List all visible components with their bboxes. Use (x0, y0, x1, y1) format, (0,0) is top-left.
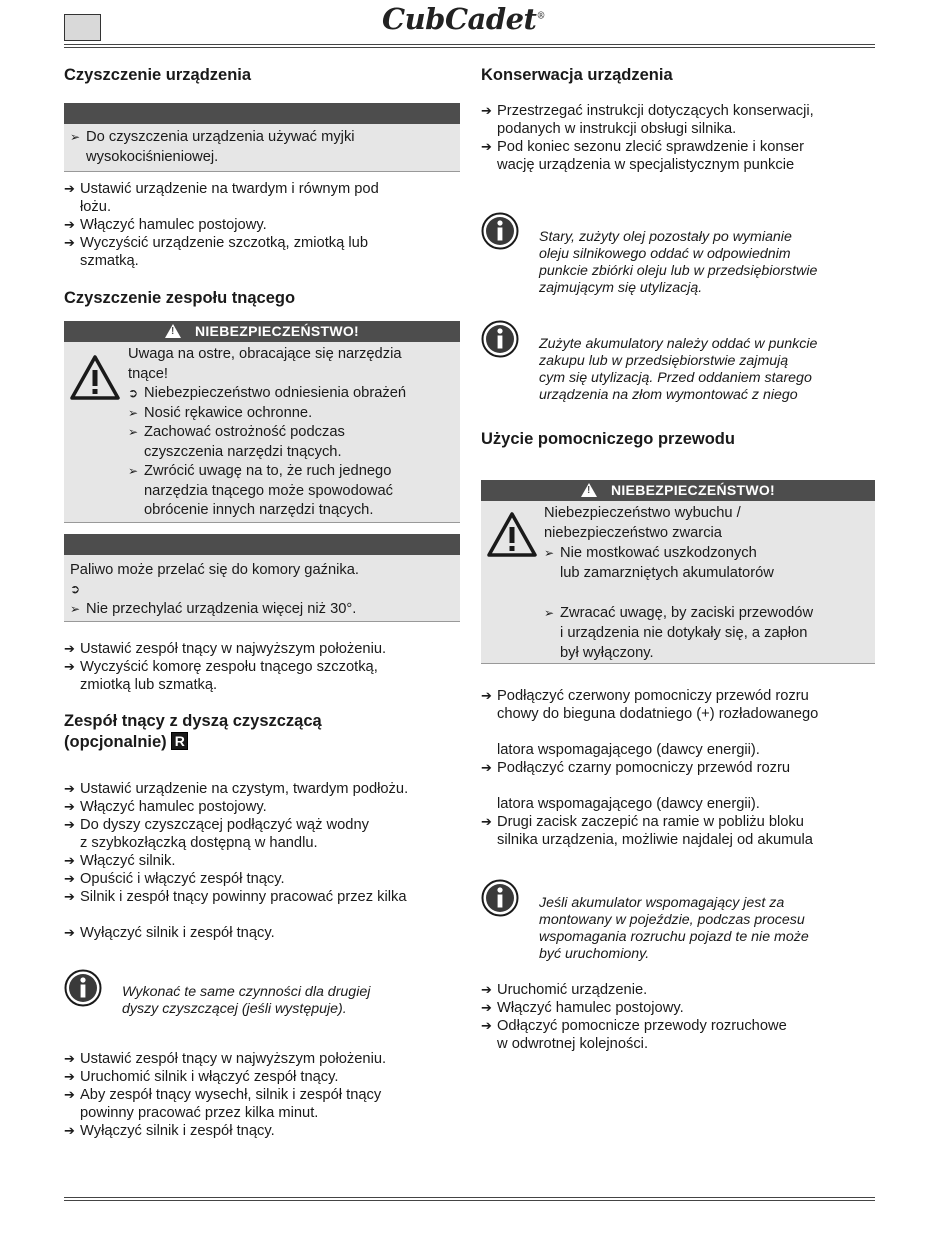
header-rule-2 (64, 47, 875, 48)
section-title: Czyszczenie urządzenia (64, 66, 252, 84)
arrow-icon: ➲ (128, 386, 139, 400)
step-list: ➔ Ustawić urządzenie na twardym i równym pod łożu. ➔ Włączyć hamulec postojowy. ➔ Wyczyścić urządzenie szczotką, zmiotką lub szmatką. (64, 181, 379, 269)
bullet-icon: ➢ (544, 546, 555, 560)
warning-triangle-icon (70, 354, 120, 400)
info-note: Wykonać te same czynności dla drugiej dyszy czyszczącej (jeśli występuje). (64, 969, 460, 1029)
warning-icon (581, 483, 597, 497)
info-note: Stary, zużyty olej pozostały po wymianie oleju silnikowego oddać w odpowiednim punkcie zbiórki oleju lub w przedsiębiorstwie zajmującym się utylizacją. (481, 212, 875, 298)
step-list: ➔ Ustawić urządzenie na czystym, twardym podłożu. ➔ Włączyć hamulec postojowy. ➔ Do dyszy czyszczącej podłączyć wąż wodny z szybkozłączką dostępną w handlu. ➔ Włączyć silnik. ➔ Opuścić i włączyć zespół tnący. ➔ Silnik i zespół tnący powinny pracować przez kilka ➔ Wyłączyć silnik i zespół tnący. (64, 781, 409, 941)
arrow-icon: ➔ (481, 139, 492, 154)
warning-triangle-icon (487, 511, 537, 557)
info-icon (481, 320, 519, 358)
danger-body: Niebezpieczeństwo wybuchu / niebezpieczeństwo zwarcia ➢ Nie mostkować uszkodzonych lub zamarzniętych akumulatorów ➢ Zwracać uwagę, by zaciski przewodów i urządzenia nie dotykały się, a zapłon był wyłączony. (481, 501, 875, 664)
danger-header: !NIEBEZPIECZEŃSTWO! (481, 480, 875, 501)
notice-header (64, 534, 460, 555)
header-rule (64, 44, 875, 45)
arrow-icon: ➔ (64, 1123, 75, 1138)
arrow-icon: ➔ (481, 688, 492, 703)
arrow-icon: ➔ (64, 659, 75, 674)
arrow-icon: ➔ (481, 103, 492, 118)
bullet-icon: ➢ (128, 425, 139, 439)
step-list: ➔ Ustawić zespół tnący w najwyższym położeniu. ➔ Uruchomić silnik i włączyć zespół tnący. ➔ Aby zespół tnący wysechł, silnik i zespół tnący powinny pracować przez kilka minut. ➔ Wyłączyć silnik i zespół tnący. (64, 1051, 387, 1139)
notice-body: Paliwo może przelać się do komory gaźnika. ➲ ➢ Nie przechylać urządzenia więcej niż 30°. (64, 555, 460, 623)
step-list: ➔ Ustawić zespół tnący w najwyższym położeniu. ➔ Wyczyścić komorę zespołu tnącego szczotką, zmiotką lub szmatką. (64, 641, 387, 693)
arrow-icon: ➔ (481, 982, 492, 997)
arrow-icon: ➔ (64, 925, 75, 940)
arrow-icon: ➔ (64, 217, 75, 232)
arrow-icon: ➲ (70, 582, 81, 596)
notice-body: ➢ Do czyszczenia urządzenia używać myjki wysokociśnieniowej. (64, 124, 460, 172)
arrow-icon: ➔ (481, 1000, 492, 1015)
arrow-icon: ➔ (64, 641, 75, 656)
arrow-icon: ➔ (64, 853, 75, 868)
footer-rule (64, 1197, 875, 1198)
danger-header: !NIEBEZPIECZEŃSTWO! (64, 321, 460, 342)
notice-box (64, 534, 460, 623)
step-list: ➔ Uruchomić urządzenie. ➔ Włączyć hamulec postojowy. ➔ Odłączyć pomocnicze przewody rozruchowe w odwrotnej kolejności. (481, 982, 787, 1052)
section-title: Konserwacja urządzenia (481, 66, 673, 84)
footer-rule-2 (64, 1200, 875, 1201)
arrow-icon: ➔ (481, 814, 492, 829)
arrow-icon: ➔ (64, 1051, 75, 1066)
arrow-icon: ➔ (64, 235, 75, 250)
arrow-icon: ➔ (64, 1087, 75, 1102)
step-list: ➔ Przestrzegać instrukcji dotyczących konserwacji, podanych w instrukcji obsługi silnika. ➔ Pod koniec sezonu zlecić sprawdzenie i konser wację urządzenia w specjalistycznym punkcie (481, 103, 814, 173)
danger-box (481, 480, 875, 664)
arrow-icon: ➔ (64, 871, 75, 886)
arrow-icon: ➔ (64, 1069, 75, 1084)
danger-box (64, 321, 460, 523)
arrow-icon: ➔ (64, 889, 75, 904)
info-icon (64, 969, 102, 1007)
arrow-icon: ➔ (481, 760, 492, 775)
arrow-icon: ➔ (64, 181, 75, 196)
notice-header (64, 103, 460, 124)
bullet-icon: ➢ (70, 130, 81, 144)
warning-icon (165, 324, 181, 338)
page-number-box (64, 14, 101, 41)
arrow-icon: ➔ (64, 817, 75, 832)
notice-box (64, 103, 460, 172)
section-title-line-2: (opcjonalnie) R (64, 732, 460, 753)
info-note: Zużyte akumulatory należy oddać w punkcie zakupu lub w przedsiębiorstwie zajmują cym się utylizacją. Przed oddaniem starego urządzenia na złom wymontować z niego (481, 320, 875, 406)
bullet-icon: ➢ (128, 405, 139, 420)
r-badge: R (171, 732, 188, 750)
section-title: Zespół tnący z dyszą czyszczącą (64, 712, 322, 730)
bullet-icon: ➢ (544, 606, 555, 620)
bullet-icon: ➢ (70, 601, 81, 616)
right-column (481, 60, 875, 1053)
arrow-icon: ➔ (64, 799, 75, 814)
arrow-icon: ➔ (481, 1018, 492, 1033)
left-column (64, 60, 460, 1140)
section-title: Użycie pomocniczego przewodu (481, 430, 735, 448)
step-list: ➔ Podłączyć czerwony pomocniczy przewód rozru chowy do bieguna dodatniego (+) rozładowanego latora wspomagającego (dawcy energii). ➔ Podłączyć czarny pomocniczy przewód rozru latora wspomagającego (dawcy energii). ➔ Drugi zacisk zaczepić na ramie w pobliżu bloku silnika urządzenia, możliwie najdalej od akumula (481, 688, 819, 848)
info-icon (481, 212, 519, 250)
cub-cadet-logo: CubCadet® (382, 2, 545, 36)
info-note: Jeśli akumulator wspomagający jest za montowany w pojeździe, podczas procesu wspomagania rozruchu pojazd te nie może być uruchomiony. (481, 879, 875, 965)
arrow-icon: ➔ (64, 781, 75, 796)
bullet-icon: ➢ (128, 464, 139, 478)
danger-body: Uwaga na ostre, obracające się narzędzia tnące! ➲ Niebezpieczeństwo odniesienia obrażeń ➢ Nosić rękawice ochronne. ➢ Zachować ostrożność podczas czyszczenia narzędzi tnących. ➢ Zwrócić uwagę na to, że ruch jednego narzędzia tnącego może spowodować obrócenie innych narzędzi tnących. (64, 342, 460, 523)
section-title: Czyszczenie zespołu tnącego (64, 289, 296, 307)
info-icon (481, 879, 519, 917)
